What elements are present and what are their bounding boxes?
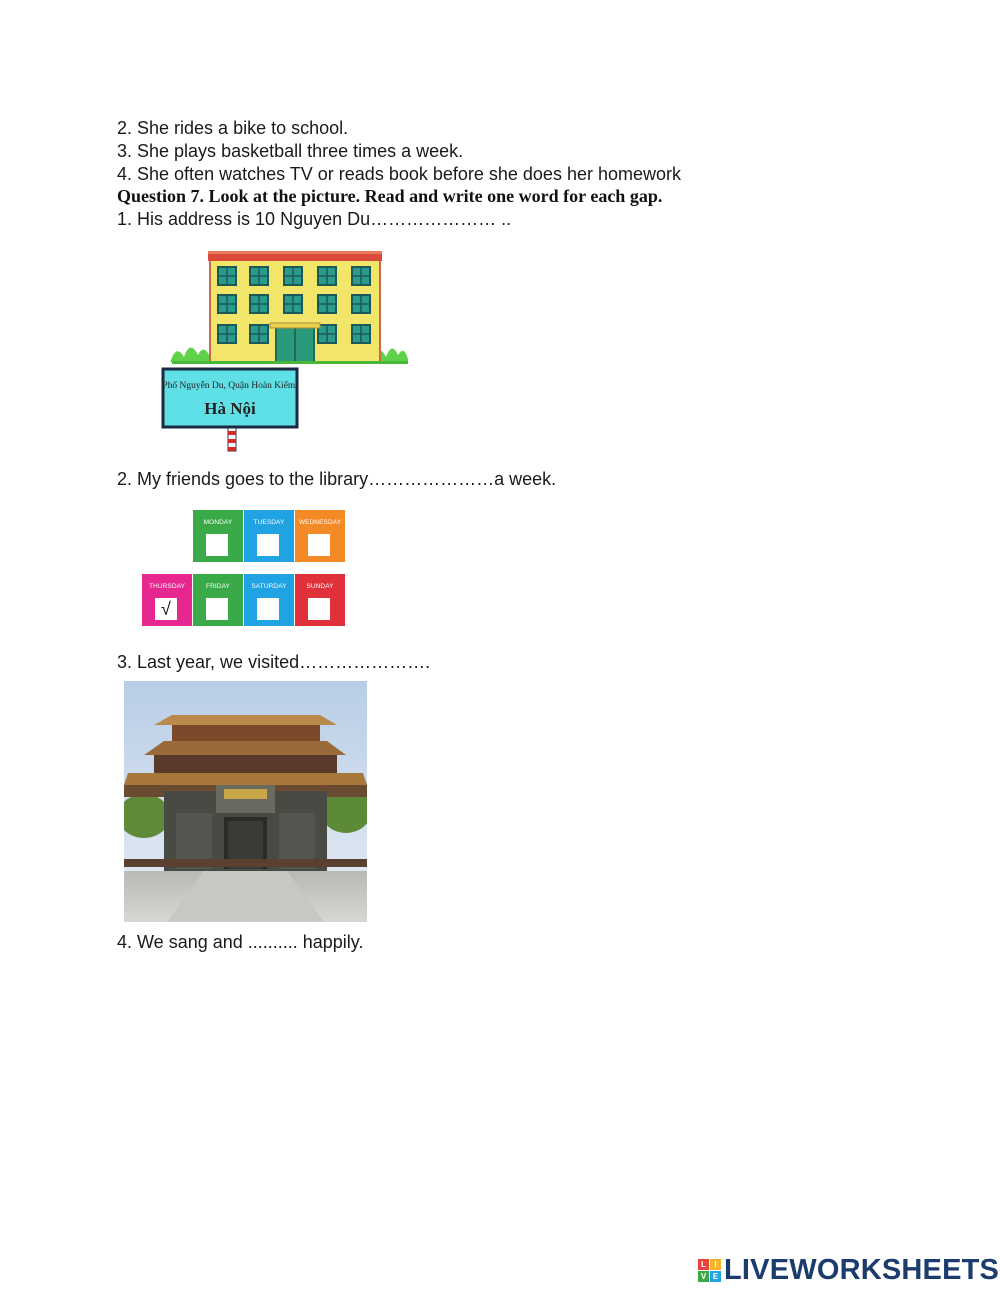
day-checkbox — [257, 534, 279, 556]
q7-item-4: 4. We sang and .......... happily. — [117, 932, 364, 952]
sign-line-1: Phố Nguyễn Du, Quận Hoàn Kiếm, — [162, 381, 298, 391]
logo-text: LIVEWORKSHEETS — [724, 1253, 1000, 1286]
day-tile-tuesday — [244, 510, 294, 562]
day-tile-friday — [193, 574, 243, 626]
day-name: SATURDAY — [251, 583, 287, 590]
logo-mark-letter: I — [710, 1259, 721, 1270]
building-address-picture — [160, 245, 420, 455]
day-checkbox — [308, 534, 330, 556]
day-checkbox — [257, 598, 279, 620]
day-name: WEDNESDAY — [298, 519, 342, 526]
q7-item-1: 1. His address is 10 Nguyen Du………………… .. — [117, 209, 512, 229]
q7-item-3: 3. Last year, we visited…………………. — [117, 652, 431, 672]
day-name: TUESDAY — [253, 519, 285, 526]
week-days-picture — [140, 508, 360, 633]
liveworksheets-logo-icon — [698, 1259, 721, 1282]
day-tile-thursday — [142, 574, 192, 626]
question-7-heading: Question 7. Look at the picture. Read and write one word for each gap. — [117, 186, 663, 206]
statement-3: 3. She plays basketball three times a week. — [117, 141, 464, 161]
day-name: SUNDAY — [306, 583, 334, 590]
day-name: FRIDAY — [206, 583, 230, 590]
statement-4: 4. She often watches TV or reads book before she does her homework — [117, 164, 681, 184]
logo-mark-letter: E — [710, 1271, 721, 1282]
day-checkbox-checked: √ — [155, 598, 177, 620]
day-name: MONDAY — [203, 519, 233, 526]
sign-line-2: Hà Nội — [204, 399, 256, 418]
palace-picture — [124, 681, 367, 922]
liveworksheets-logo — [698, 1254, 999, 1286]
day-tile-monday — [193, 510, 243, 562]
day-checkbox — [308, 598, 330, 620]
day-tile-saturday — [244, 574, 294, 626]
q7-item-2: 2. My friends goes to the library…………………a week. — [117, 469, 557, 489]
statement-2: 2. She rides a bike to school. — [117, 118, 349, 138]
day-name: THURSDAY — [148, 583, 186, 590]
logo-mark-letter: L — [698, 1259, 709, 1270]
day-tile-wednesday — [295, 510, 345, 562]
day-checkbox — [206, 534, 228, 556]
day-tile-sunday — [295, 574, 345, 626]
logo-mark-letter: V — [698, 1271, 709, 1282]
day-checkbox — [206, 598, 228, 620]
